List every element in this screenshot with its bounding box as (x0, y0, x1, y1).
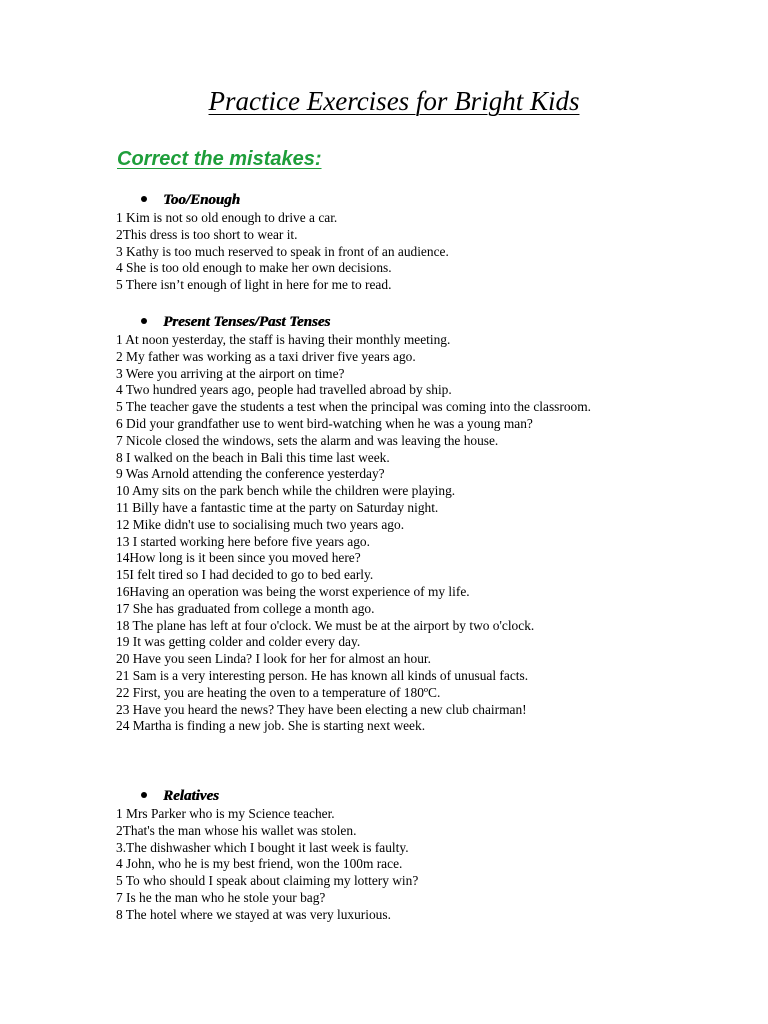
section-heading-label: Relatives (163, 788, 219, 804)
exercise-item: 1 Kim is not so old enough to drive a car. (116, 210, 338, 225)
exercise-item: 3 Were you arriving at the airport on time? (116, 365, 345, 381)
exercise-item: 8 I walked on the beach in Bali this time last week. (116, 449, 390, 465)
exercise-item: 5 The teacher gave the students a test when the principal was coming into the classroom. (116, 399, 591, 415)
exercise-item: 2 My father was working as a taxi driver five years ago. (116, 348, 416, 364)
exercise-item: 2That's the man whose his wallet was stolen. (116, 822, 357, 838)
exercise-item: 14How long is it been since you moved here? (116, 550, 361, 566)
exercise-item: 23 Have you heard the news? They have been electing a new club chairman! (116, 701, 527, 717)
section-heading-too-enough (141, 192, 240, 209)
exercise-item: 21 Sam is a very interesting person. He has known all kinds of unusual facts. (116, 667, 529, 683)
exercise-item: 5 There isn’t enough of light in here for me to read. (116, 277, 392, 293)
exercise-item: 20 Have you seen Linda? I look for her for almost an hour. (116, 651, 431, 667)
exercise-item: 10 Amy sits on the park bench while the children were playing. (116, 483, 456, 499)
exercise-item: 4 Two hundred years ago, people had travelled abroad by ship. (116, 382, 452, 398)
exercise-item: 16Having an operation was being the worst experience of my life. (116, 583, 470, 599)
exercise-item: 7 Is he the man who he stole your bag? (116, 889, 326, 905)
exercise-item: 4 John, who he is my best friend, won the 100m race. (116, 856, 403, 872)
section-heading-label: Too/Enough (163, 192, 240, 208)
exercise-item: 18 The plane has left at four o'clock. We must be at the airport by two o'clock. (116, 617, 535, 633)
exercise-item: 4 She is too old enough to make her own decisions. (116, 260, 392, 276)
exercise-item: 6 Did your grandfather use to went bird-watching when he was a young man? (116, 415, 533, 431)
exercise-item: 13 I started working here before five years ago. (116, 533, 370, 549)
exercise-item: 2This dress is too short to wear it. (116, 226, 298, 242)
exercise-item: 22 First, you are heating the oven to a temperature of 180ºC. (116, 684, 441, 700)
tenses-exercise-list (116, 332, 591, 735)
exercise-item: 3.The dishwasher which I bought it last week is faulty. (116, 839, 409, 855)
exercise-item: 7 Nicole closed the windows, sets the alarm and was leaving the house. (116, 432, 499, 448)
section-heading-relatives (141, 788, 219, 805)
instruction-heading: Correct the mistakes: (117, 148, 322, 170)
relatives-exercise-list (116, 806, 418, 924)
section-heading-label: Present Tenses/Past Tenses (163, 314, 331, 330)
exercise-item: 1 Mrs Parker who is my Science teacher. (116, 806, 335, 821)
exercise-item: 12 Mike didn't use to socialising much two years ago. (116, 516, 405, 532)
exercise-item: 5 To who should I speak about claiming my lottery win? (116, 873, 419, 889)
exercise-item: 3 Kathy is too much reserved to speak in front of an audience. (116, 243, 449, 259)
bullet-icon (141, 196, 147, 202)
exercise-item: 11 Billy have a fantastic time at the party on Saturday night. (116, 499, 439, 515)
exercise-item: 24 Martha is finding a new job. She is starting next week. (116, 718, 426, 734)
exercise-item: 1 At noon yesterday, the staff is having their monthly meeting. (116, 332, 451, 347)
too-enough-exercise-list (116, 210, 449, 294)
bullet-icon (141, 792, 147, 798)
section-heading-tenses (141, 314, 330, 331)
page-title: Practice Exercises for Bright Kids (208, 86, 580, 116)
exercise-item: 8 The hotel where we stayed at was very luxurious. (116, 906, 391, 922)
exercise-item: 17 She has graduated from college a month ago. (116, 600, 375, 616)
exercise-item: 19 It was getting colder and colder every day. (116, 634, 361, 650)
exercise-item: 9 Was Arnold attending the conference yesterday? (116, 466, 385, 482)
bullet-icon (141, 318, 147, 324)
exercise-item: 15I felt tired so I had decided to go to bed early. (116, 567, 374, 583)
